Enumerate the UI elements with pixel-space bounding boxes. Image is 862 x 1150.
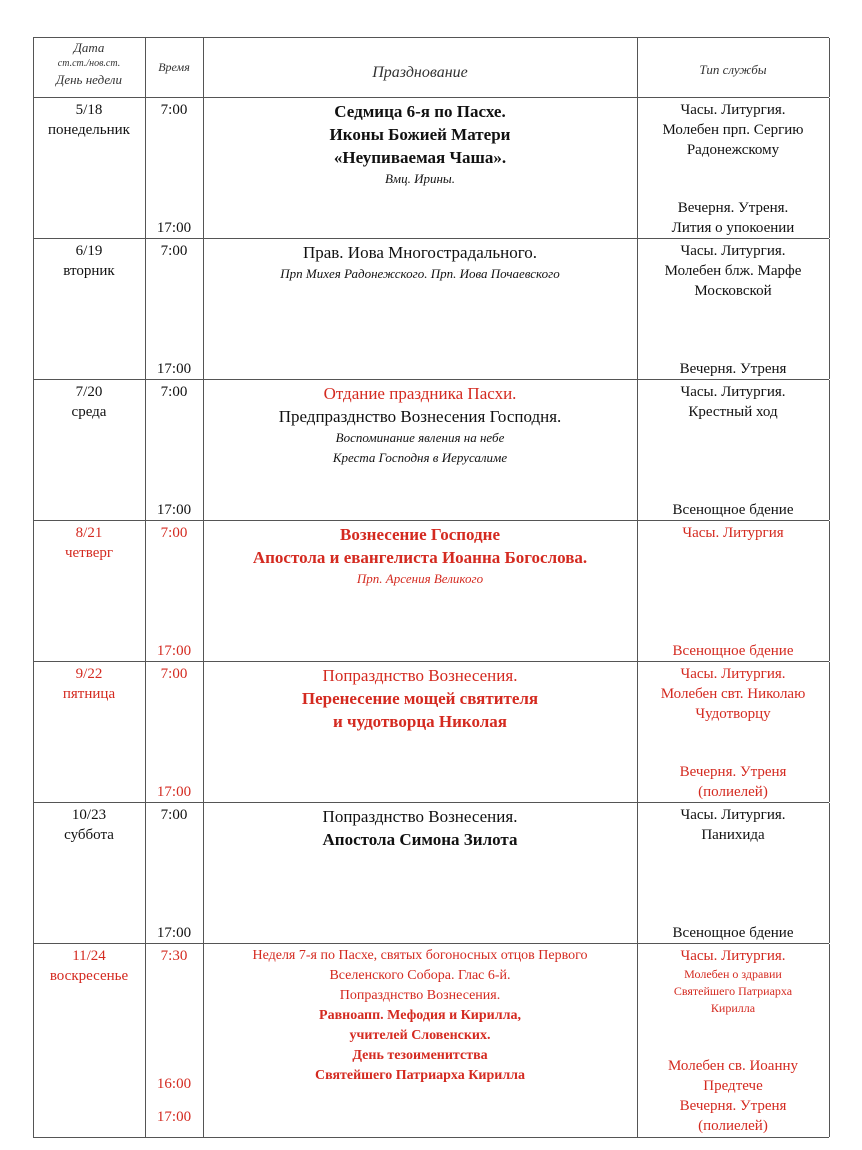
table-row [33, 97, 829, 238]
service-group: Часы. Литургия. Молебен о здравии Святейшего Патриарха Кирилла [673, 948, 793, 1015]
service-group: Вечерня. Утреня (полиелей) [679, 764, 787, 800]
column-divider [145, 662, 146, 802]
date-cell: 11/24 воскресенье [49, 948, 129, 984]
time-cell: 7:00 17:00 [156, 243, 192, 377]
column-divider [829, 380, 830, 520]
column-divider [829, 239, 830, 379]
date-cell: 8/21 четверг [64, 525, 114, 561]
column-divider [637, 239, 638, 379]
time-cell: 7:00 17:00 [156, 525, 192, 659]
column-divider [145, 521, 146, 661]
column-divider [33, 98, 34, 238]
header-time: Время [158, 60, 190, 74]
time-cell: 7:00 17:00 [156, 102, 192, 236]
date-cell: 5/18 понедельник [48, 102, 130, 138]
feast-cell: Отдание праздника Пасхи. Предпразднство Вознесения Господня. Воспоминание явления на небе Креста Господня в Иерусалиме [278, 384, 562, 465]
service-group: Вечерня. Утреня [679, 361, 787, 377]
column-divider [33, 521, 34, 661]
column-divider [33, 38, 34, 97]
column-divider [203, 662, 204, 802]
time-cell: 7:00 17:00 [156, 384, 192, 518]
column-divider [637, 662, 638, 802]
schedule-table [33, 37, 829, 1138]
table-row [33, 943, 829, 1138]
column-divider [203, 944, 204, 1137]
service-group: Молебен св. Иоанну Предтече Вечерня. Утреня (полиелей) [667, 1058, 799, 1134]
feast-cell: Попразднство Вознесения. Апостола Симона Зилота [322, 807, 518, 849]
service-cell [637, 380, 829, 520]
date-cell: 9/22 пятница [62, 666, 116, 702]
date-cell: 6/19 вторник [63, 243, 115, 279]
table-row [33, 520, 829, 661]
feast-cell: Вознесение Господне Апостола и евангелиста Иоанна Богослова. Прп. Арсения Великого [252, 525, 588, 586]
service-group: Часы. Литургия. Молебен прп. Сергию Радонежскому [662, 102, 804, 158]
service-group: Всенощное бдение [672, 502, 794, 518]
service-cell [637, 662, 829, 802]
column-divider [203, 803, 204, 943]
service-cell [637, 98, 829, 238]
column-divider [145, 944, 146, 1137]
column-divider [145, 38, 146, 97]
feast-cell: Седмица 6-я по Пасхе. Иконы Божией Матери «Неупиваемая Чаша». Вмц. Ирины. [329, 102, 511, 186]
time-cell: 7:00 17:00 [156, 666, 192, 800]
time-cell: 7:30 16:00 17:00 [156, 948, 192, 1125]
feast-cell: Неделя 7-я по Пасхе, святых богоносных отцов Первого Вселенского Собора. Глас 6-й. Попразднство Вознесения. Равноапп. Мефодия и Кирилла, учителей Словенских. День тезоименитства Святейшего Патриарха Кирилла [252, 948, 588, 1083]
column-divider [33, 380, 34, 520]
column-divider [829, 521, 830, 661]
service-group: Всенощное бдение [672, 643, 794, 659]
table-header [33, 37, 829, 97]
table-row [33, 379, 829, 520]
column-divider [33, 944, 34, 1137]
column-divider [203, 380, 204, 520]
column-divider [829, 98, 830, 238]
service-cell [637, 239, 829, 379]
service-group: Часы. Литургия. Панихида [680, 807, 786, 843]
service-cell [637, 803, 829, 943]
table-row [33, 238, 829, 379]
column-divider [829, 662, 830, 802]
service-group: Всенощное бдение [672, 925, 794, 941]
feast-cell: Прав. Иова Многострадального. Прп Михея Радонежского. Прп. Иова Почаевского [280, 243, 560, 281]
column-divider [637, 98, 638, 238]
column-divider [203, 38, 204, 97]
service-group: Вечерня. Утреня. Лития о упокоении [671, 200, 795, 236]
table-row [33, 661, 829, 802]
column-divider [145, 803, 146, 943]
column-divider [203, 521, 204, 661]
column-divider [637, 521, 638, 661]
column-divider [637, 380, 638, 520]
column-divider [33, 239, 34, 379]
column-divider [145, 239, 146, 379]
column-divider [33, 803, 34, 943]
column-divider [203, 239, 204, 379]
feast-cell: Попразднство Вознесения. Перенесение мощей святителя и чудотворца Николая [301, 666, 539, 731]
table-row [33, 802, 829, 943]
column-divider [33, 662, 34, 802]
date-cell: 10/23 суббота [64, 807, 114, 843]
header-feast: Празднование [372, 64, 468, 81]
time-cell: 7:00 17:00 [156, 807, 192, 941]
service-cell [637, 944, 829, 1137]
column-divider [829, 944, 830, 1137]
service-group: Часы. Литургия. Молебен блж. Марфе Московской [664, 243, 802, 299]
service-group: Часы. Литургия. Крестный ход [680, 384, 786, 420]
date-cell: 7/20 среда [71, 384, 107, 420]
header-date: Дата ст.ст./нов.ст. День недели [56, 40, 122, 87]
service-group: Часы. Литургия [682, 525, 784, 541]
column-divider [145, 380, 146, 520]
column-divider [637, 944, 638, 1137]
column-divider [829, 38, 830, 97]
service-cell [637, 521, 829, 661]
column-divider [203, 98, 204, 238]
column-divider [145, 98, 146, 238]
column-divider [829, 803, 830, 943]
header-service-type: Тип службы [699, 62, 767, 77]
column-divider [637, 38, 638, 97]
column-divider [637, 803, 638, 943]
service-group: Часы. Литургия. Молебен свт. Николаю Чудотворцу [660, 666, 806, 722]
